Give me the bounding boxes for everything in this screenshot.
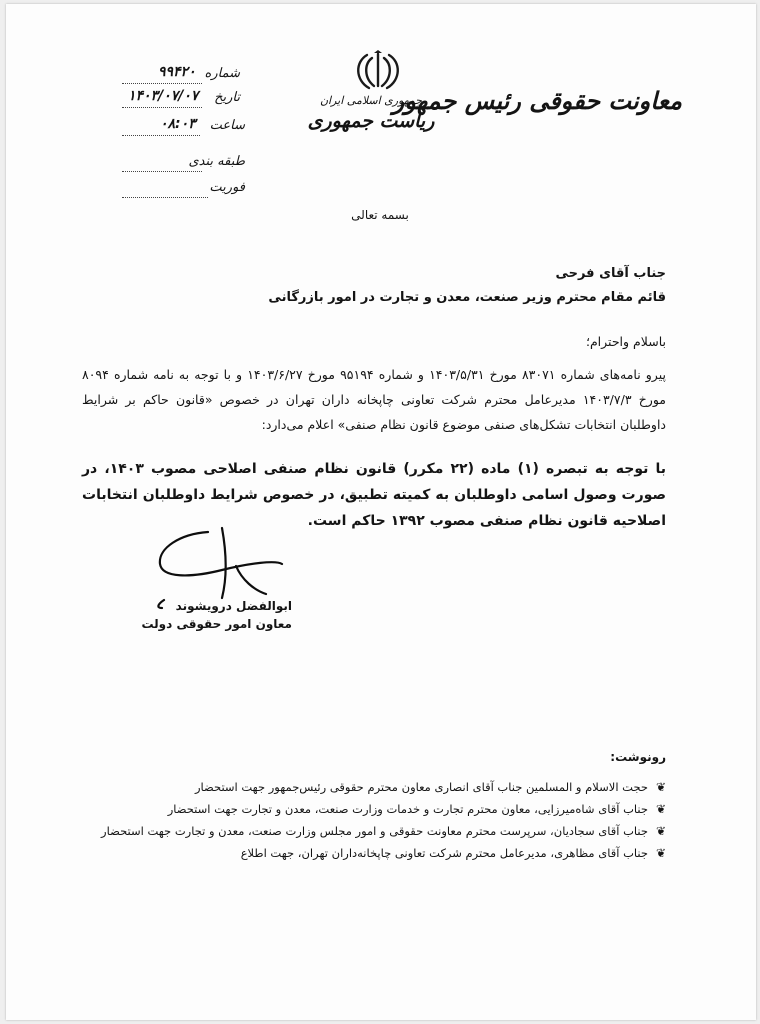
salutation: باسلام واحترام؛ — [585, 334, 666, 349]
meta-time-line — [122, 134, 200, 136]
leaf-bullet-icon: ❦ — [655, 780, 666, 794]
cc-item — [76, 820, 666, 842]
cc-item — [76, 798, 666, 820]
basmala: بسمه تعالی — [351, 208, 409, 222]
meta-priority-line — [122, 196, 208, 198]
meta-classification — [120, 154, 245, 169]
recipient-title: قائم مقام محترم وزیر صنعت، معدن و تجارت در امور بازرگانی — [268, 290, 666, 305]
signer-name: ابوالفضل درویشوند — [175, 599, 292, 613]
cc-item — [76, 842, 666, 864]
meta-time-value: ۰۸:۰۳ — [160, 116, 196, 132]
meta-priority-label: فوریت — [209, 180, 245, 195]
emblem-subtitle: جمهوری اسلامی ایران — [319, 94, 423, 107]
meta-priority — [120, 180, 245, 195]
leaf-bullet-icon: ❦ — [655, 824, 666, 838]
emblem-title: ریاست جمهوری — [307, 110, 435, 132]
leaf-bullet-icon: ❦ — [655, 802, 666, 816]
meta-date-label: تاریخ — [214, 90, 240, 105]
meta-date-line — [122, 106, 202, 108]
cc-list — [76, 776, 666, 864]
body-paragraph-1: پیرو نامه‌های شماره ۸۳۰۷۱ مورخ ۱۴۰۳/۵/۳۱ و شماره ۹۵۱۹۴ مورخ ۱۴۰۳/۶/۲۷ و با توجه به نامه شماره ۸۰۹۴ مورخ ۱۴۰۳/۷/۳ مدیرعامل محترم شرکت تعاونی چاپخانه داران تهران در خصوص «قانون حاکم بر شرایط داوطلبان انتخابات تشکل‌های صنفی موضوع قانون نظام صنفی» اعلام می‌دارد: — [82, 367, 666, 432]
cc-item-text: جناب آقای سجادیان، سرپرست محترم معاونت حقوقی و امور مجلس وزارت صنعت، معدن و تجارت جهت استحضار — [101, 824, 648, 838]
leaf-bullet-icon: ❦ — [655, 846, 666, 860]
meta-number-label: شماره — [204, 66, 240, 81]
signer-title: معاون امور حقوقی دولت — [141, 617, 292, 631]
meta-number-value: ۹۹۴۲۰ — [158, 64, 196, 80]
body-paragraph-2: با توجه به تبصره (۱) ماده (۲۲ مکرر) قانون نظام صنفی اصلاحی مصوب ۱۴۰۳، در صورت وصول اسامی داوطلبان به کمیته تطبیق، در خصوص شرایط داوطلبان انتخابات اصلاحیه قانون نظام صنفی مصوب ۱۳۹۲ حاکم است. — [82, 461, 667, 529]
cc-item-text: جناب آقای مظاهری، مدیرعامل محترم شرکت تعاونی چاپخانه‌داران تهران، جهت اطلاع — [240, 846, 648, 860]
recipient-name: جناب آقای فرحی — [555, 266, 666, 281]
handwritten-signature — [150, 520, 290, 610]
meta-classification-line — [122, 170, 202, 172]
meta-time-label: ساعت — [209, 118, 245, 133]
office-title: معاونت حقوقی رئیس جمهور — [392, 86, 682, 115]
meta-date-value: ۱۴۰۳/۰۷/۰۷ — [128, 88, 199, 104]
iran-emblem-icon — [352, 50, 404, 92]
cc-item-text: حجت الاسلام و المسلمین جناب آقای انصاری معاون محترم حقوقی رئیس‌جمهور جهت استحضار — [194, 780, 648, 794]
meta-classification-label: طبقه بندی — [188, 154, 245, 169]
cc-label: رونوشت: — [610, 750, 666, 764]
meta-number-line — [122, 82, 202, 84]
cc-item-text: جناب آقای شاه‌میرزایی، معاون محترم تجارت و خدمات وزارت صنعت، معدن و تجارت جهت استحضار — [167, 802, 648, 816]
cc-item — [76, 776, 666, 798]
